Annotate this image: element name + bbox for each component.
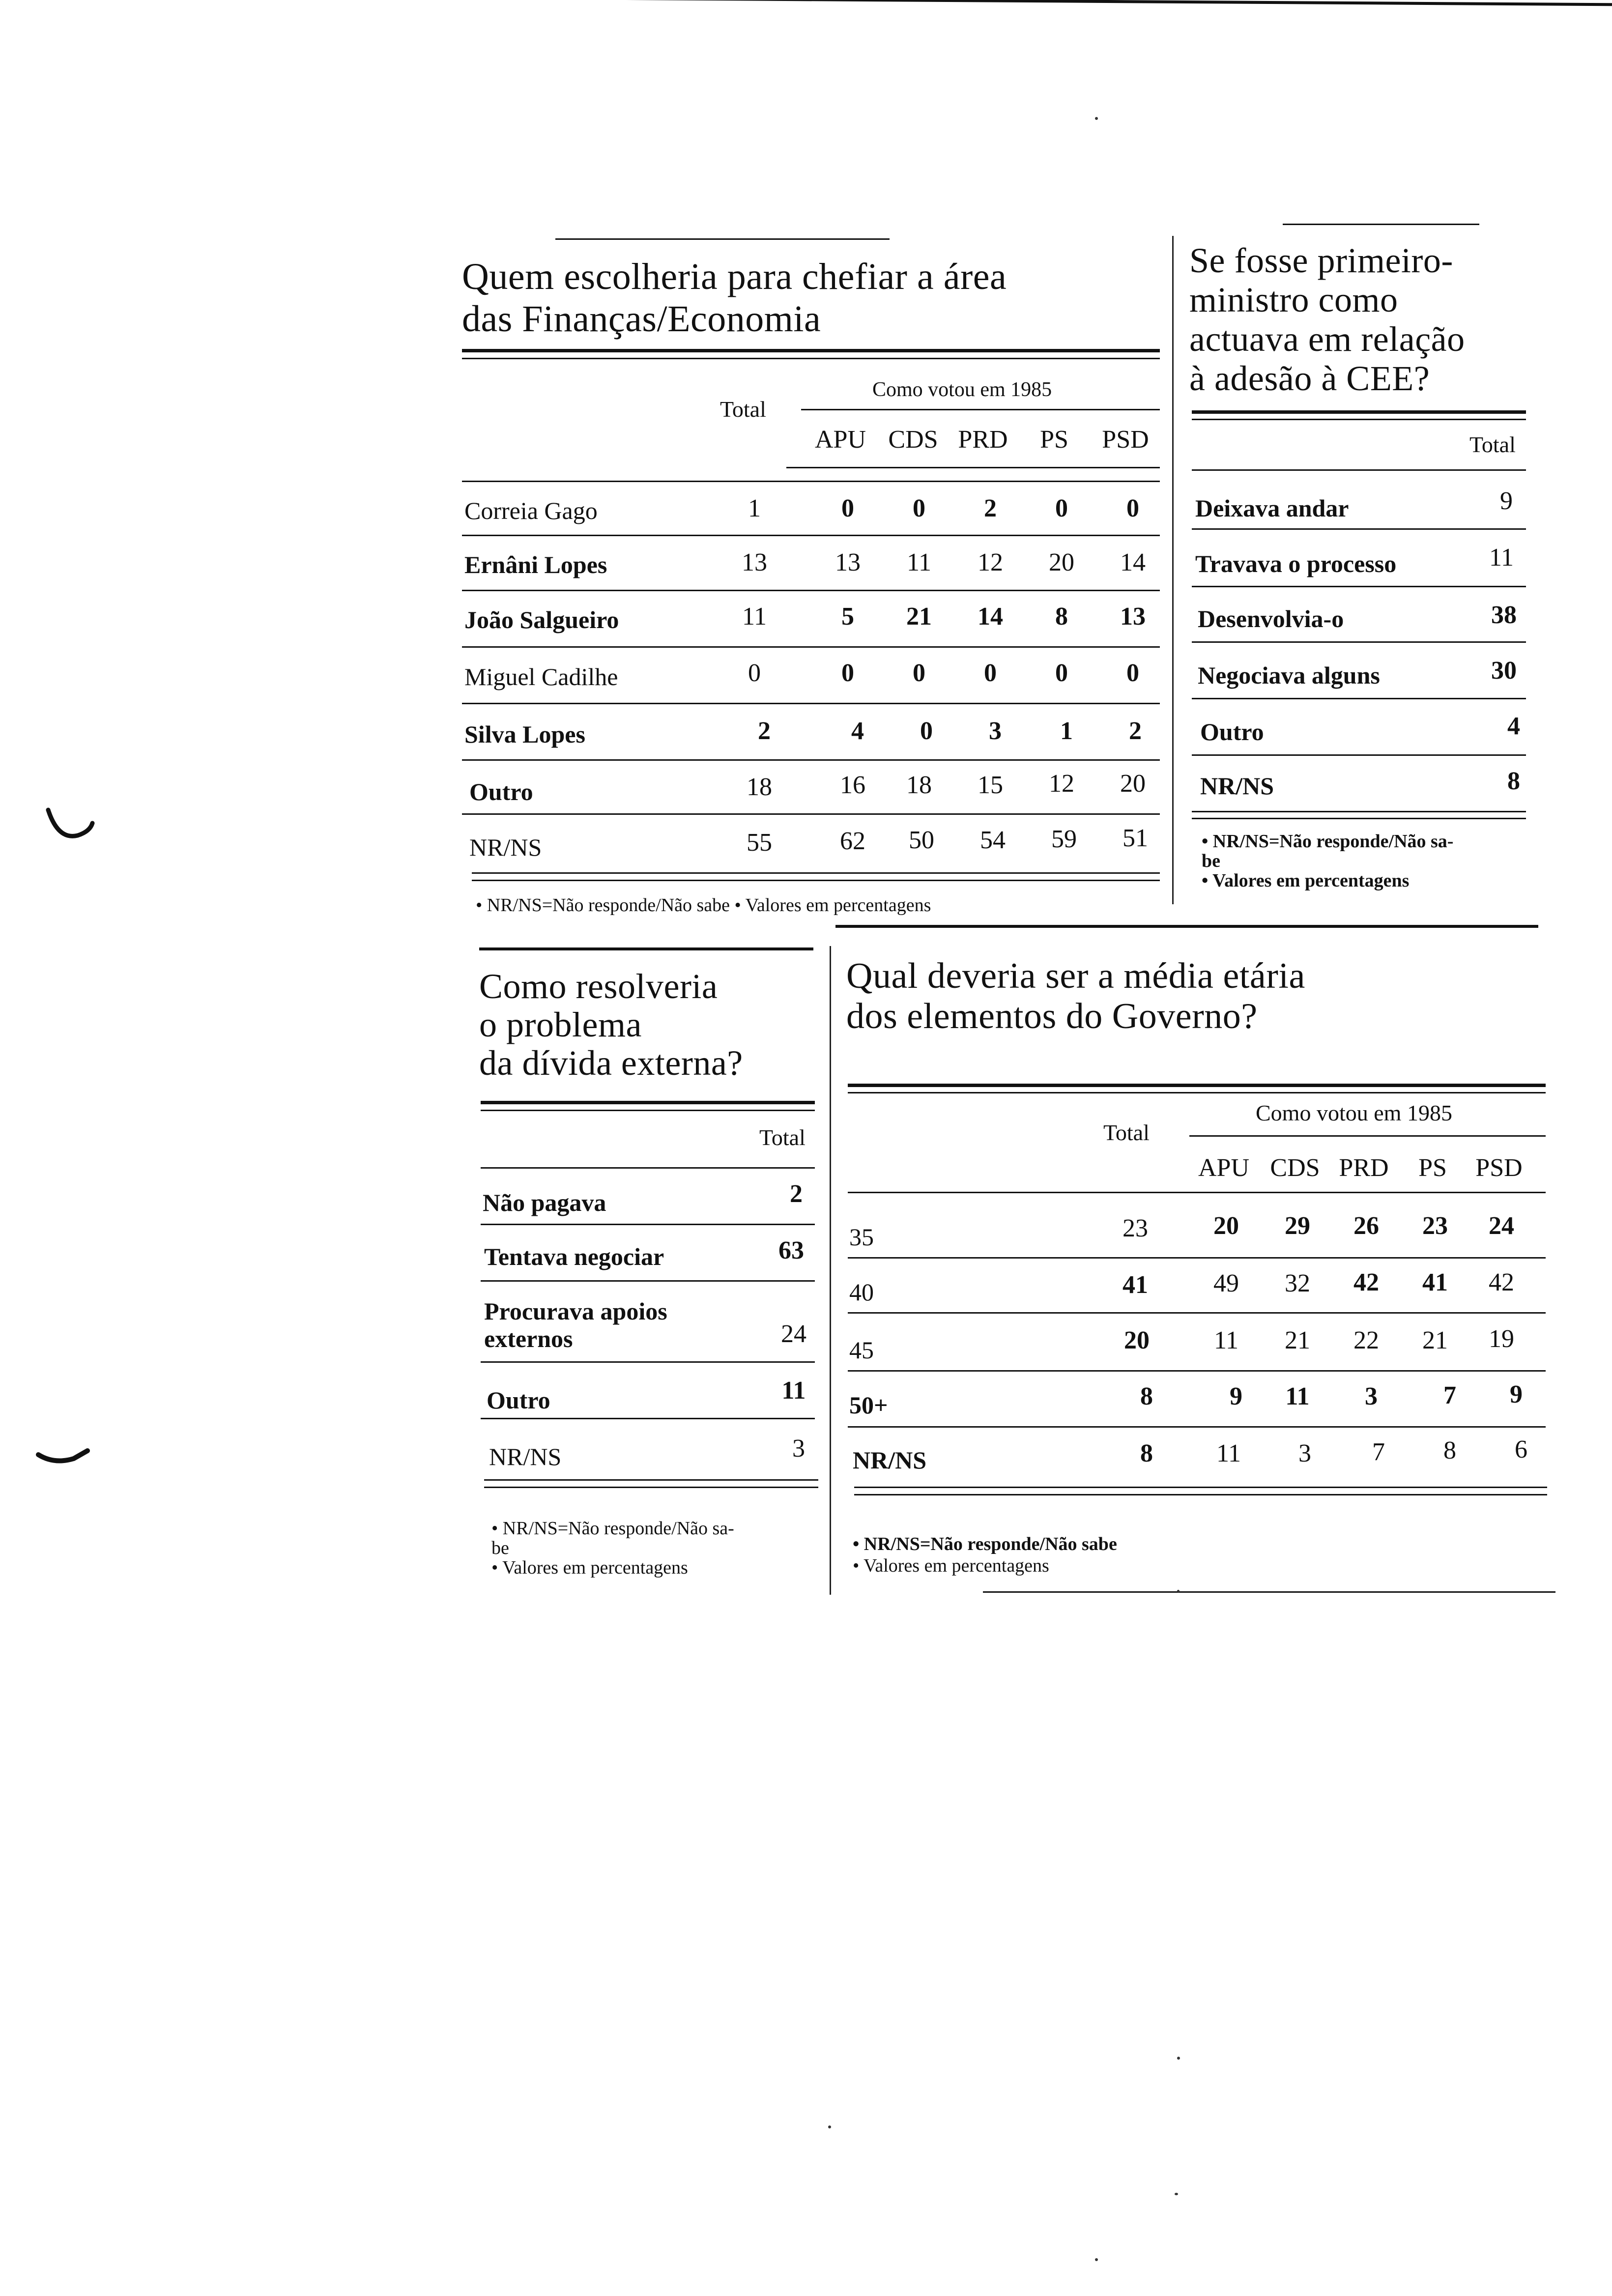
table1-cell: 12 [978,548,1003,576]
table1-cell: 13 [835,548,861,576]
table2-row-label: Desenvolvia-o [1198,605,1344,632]
table2-top-rule [1283,224,1479,225]
table1-col-psd: PSD [1102,426,1149,454]
table4-title-underline-2 [848,1092,1546,1093]
table1-cell: 3 [989,717,1002,745]
scan-speck [1177,2057,1180,2060]
table4-cell: 29 [1285,1212,1310,1240]
table1-row-label: Miguel Cadilhe [464,663,618,690]
table2-row-label: Deixava andar [1195,494,1349,522]
table4-cell: 49 [1213,1269,1239,1297]
table1-row-divider [462,590,1160,591]
table3-cell-total: 3 [792,1435,805,1463]
table1-cell: 0 [920,717,933,745]
table4-cell: 11 [1285,1382,1310,1410]
table1-cell: 0 [1126,494,1139,522]
table1-row-label: Silva Lopes [464,720,585,748]
table1-cell: 4 [851,717,864,745]
table2-title: Se fosse primeiro- ministro como actuava em relação à adesão à CEE? [1189,241,1465,398]
table3-row-label: Não pagava [483,1189,606,1216]
table2-row-label: Travava o processo [1195,550,1397,577]
table3-cell-total: 24 [781,1320,806,1348]
table1-cell: 21 [906,603,932,631]
table2-title-underline [1192,410,1526,414]
table3-bottom-rule [484,1479,818,1481]
table2-cell-total: 11 [1489,544,1514,572]
table4-cell-total: 20 [1124,1326,1150,1354]
table1-row-divider [462,759,1160,761]
table4-col-prd: PRD [1339,1154,1389,1182]
table1-cell: 8 [1055,603,1068,631]
table2-row-divider [1192,754,1526,756]
table1-col-prd: PRD [958,426,1008,454]
table2-row-divider [1192,641,1526,643]
table4-cell-total: 23 [1123,1214,1148,1242]
table2-row-label: NR/NS [1200,772,1274,800]
table1-cell-total: 11 [742,603,767,631]
table1-cell: 0 [913,659,925,687]
table1-title: Quem escolheria para chefiar a área das Finanças/Economia [462,256,1007,340]
table4-row-label: NR/NS [853,1446,927,1474]
table3-row-divider [481,1280,815,1282]
scan-speck [1095,2258,1098,2261]
table3-title: Como resolveria o problema da dívida externa? [479,967,743,1083]
scan-speck [1175,2193,1178,2195]
table3-cell-total: 11 [781,1377,806,1405]
table2-row-divider [1192,528,1526,530]
table1-header-group: Como votou em 1985 [872,378,1052,401]
table1-cell: 13 [1120,603,1146,631]
table1-cell: 0 [841,659,854,687]
table2-bottom-rule [1192,811,1526,812]
table4-bottom-rule [854,1487,1547,1488]
table1-cell: 14 [1120,548,1146,576]
table4-col-apu: APU [1198,1154,1250,1182]
table1-cell: 20 [1049,548,1074,576]
table3-row-label: Outro [487,1386,550,1414]
table4-cell: 21 [1422,1326,1448,1354]
table1-cell: 59 [1051,825,1077,853]
table4-row-divider [848,1257,1546,1259]
table1-group-rule [801,409,1160,410]
column-divider-bottom [830,946,831,1595]
table1-cell: 1 [1060,717,1073,745]
table1-cell-total: 0 [748,659,761,687]
table2-row-label: Outro [1200,718,1264,746]
table3-title-underline-2 [481,1110,815,1111]
table4-row-label: 40 [849,1278,874,1306]
table2-cell-total: 30 [1491,657,1517,685]
table3-header-rule [481,1167,815,1169]
table1-cell: 2 [1129,717,1142,745]
table1-cell-total: 1 [748,494,761,522]
table1-row-divider [462,703,1160,704]
table4-cell-total: 8 [1140,1439,1153,1467]
table4-group-rule [1189,1135,1546,1137]
table1-cell: 0 [984,659,997,687]
table1-cell: 0 [913,494,925,522]
table3-row-label: Procurava apoios externos [484,1297,667,1352]
table4-note: • NR/NS=Não responde/Não sabe • Valores em percentagens [853,1534,1117,1576]
table4-cell: 42 [1489,1268,1514,1296]
table1-cell: 20 [1120,770,1146,798]
table1-cell: 16 [840,771,865,799]
table4-cell: 9 [1230,1382,1242,1410]
table4-cell: 24 [1489,1212,1514,1240]
table2-cell-total: 8 [1507,767,1520,795]
table2-header-rule [1192,469,1526,471]
table4-cell: 7 [1372,1438,1385,1466]
table3-row-divider [481,1224,815,1225]
table4-cell: 19 [1489,1325,1514,1353]
table2-title-underline-2 [1192,419,1526,420]
table1-row-divider [462,535,1160,536]
table1-row-label: Outro [469,778,533,805]
table3-row-divider [481,1418,815,1419]
table2-row-divider [1192,586,1526,587]
table1-cell: 2 [984,494,997,522]
table4-cell: 11 [1216,1439,1241,1467]
table1-row-divider [462,646,1160,648]
table4-cell-total: 8 [1140,1382,1153,1410]
table4-cell: 8 [1443,1436,1456,1464]
table4-row-label: 50+ [849,1391,888,1419]
table2-cell-total: 38 [1491,601,1517,629]
table3-cell-total: 63 [778,1236,804,1264]
table1-col-apu: APU [814,426,866,454]
table4-row-label: 35 [849,1223,874,1251]
table3-note: • NR/NS=Não responde/Não sa- be • Valores em percentagens [491,1518,734,1578]
table4-cell: 6 [1515,1435,1527,1464]
table4-header-rule [848,1192,1546,1193]
table1-row-label: Ernâni Lopes [464,551,607,578]
table1-cell: 0 [841,494,854,522]
table4-header-group: Como votou em 1985 [1256,1100,1452,1125]
table4-col-ps: PS [1418,1154,1447,1182]
table4-cell: 3 [1365,1382,1378,1410]
table1-cell-total: 2 [758,717,771,745]
table4-cell: 23 [1422,1212,1448,1240]
table2-cell-total: 9 [1500,487,1513,515]
table3-header-total: Total [759,1125,806,1150]
scan-speck [1177,1590,1180,1592]
table3-row-label: NR/NS [489,1443,562,1470]
table4-cell: 21 [1285,1326,1310,1354]
table2-note: • NR/NS=Não responde/Não sa- be • Valores em percentagens [1202,831,1454,891]
table1-row-divider [462,813,1160,815]
table4-cell: 3 [1298,1439,1311,1467]
table4-title: Qual deveria ser a média etária dos elementos do Governo? [846,956,1305,1036]
table1-header-rule [786,467,1160,468]
scan-speck [828,2125,831,2128]
table1-cell: 11 [906,548,932,576]
table1-cell: 50 [909,826,934,854]
table1-cell: 62 [840,827,865,855]
table4-cell: 22 [1353,1326,1379,1354]
table4-footer-rule [983,1591,1555,1593]
table1-col-cds: CDS [888,426,938,454]
table1-cell: 14 [978,603,1003,631]
table1-col-ps: PS [1040,426,1068,454]
table4-row-divider [848,1426,1546,1428]
table3-cell-total: 2 [790,1180,803,1208]
table4-cell: 32 [1285,1269,1310,1297]
table4-cell: 42 [1353,1268,1379,1296]
table3-row-divider [481,1361,815,1363]
table4-cell: 41 [1422,1268,1448,1296]
table1-top-rule [555,238,890,240]
table1-cell: 12 [1049,770,1074,798]
table1-bottom-rule-2 [472,880,1160,881]
table3-title-underline [481,1101,815,1104]
table4-cell: 7 [1443,1381,1456,1409]
table4-cell: 26 [1353,1212,1379,1240]
page-top-rule [604,0,1612,6]
table4-col-psd: PSD [1475,1154,1523,1182]
table2-row-divider [1192,698,1526,699]
table1-title-underline-2 [462,358,1160,359]
table1-cell: 18 [906,771,932,799]
table1-cell-total: 18 [747,773,772,801]
section-separator [835,925,1538,928]
table2-header-total: Total [1469,432,1516,457]
table1-row-label: NR/NS [469,833,542,861]
table1-row-label: João Salgueiro [464,606,619,633]
table1-title-underline [462,349,1160,352]
column-divider-top [1172,236,1174,904]
table2-cell-total: 4 [1507,712,1520,740]
table3-top-rule [479,947,813,950]
scan-speck [1095,117,1098,120]
table1-bottom-rule [472,872,1160,874]
table4-header-total: Total [1103,1120,1150,1145]
table4-cell-total: 41 [1123,1271,1148,1299]
table1-cell: 0 [1126,659,1139,687]
table4-title-underline [848,1084,1546,1087]
table1-cell: 5 [841,603,854,631]
table4-col-cds: CDS [1270,1154,1320,1182]
table3-row-label: Tentava negociar [484,1243,664,1270]
table1-note: • NR/NS=Não responde/Não sabe • Valores em percentagens [476,895,931,916]
table4-bottom-rule-2 [854,1494,1547,1495]
table2-bottom-rule-2 [1192,818,1526,819]
table1-cell: 15 [978,771,1003,799]
margin-mark-lower [34,1440,93,1474]
table1-cell: 51 [1123,824,1148,852]
table4-cell: 9 [1510,1380,1523,1408]
table1-cell: 0 [1055,494,1068,522]
table1-cell-total: 55 [747,829,772,857]
margin-mark-upper [43,806,102,850]
table1-header-rule-left [462,481,1160,482]
table1-header-total: Total [720,397,766,422]
table1-cell: 54 [980,826,1006,854]
table1-row-label: Correia Gago [464,497,598,524]
table3-bottom-rule-2 [484,1487,818,1488]
table4-cell: 11 [1213,1326,1239,1354]
table4-row-label: 45 [849,1336,874,1364]
table4-cell: 20 [1213,1212,1239,1240]
table4-row-divider [848,1370,1546,1372]
table2-row-label: Negociava alguns [1198,661,1380,689]
table1-cell-total: 13 [742,548,767,576]
table4-row-divider [848,1312,1546,1314]
table1-cell: 0 [1055,659,1068,687]
